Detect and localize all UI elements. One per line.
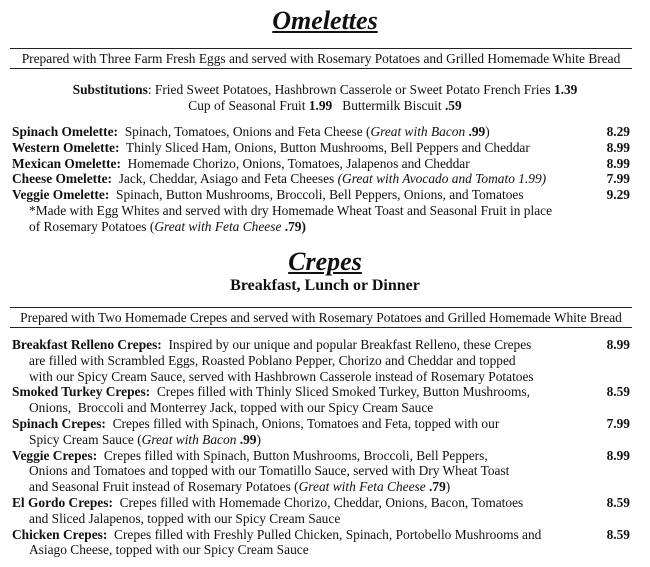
menu-item-text: (Great with Avocado and Tomato 1.99) bbox=[337, 171, 547, 187]
menu-item-line bbox=[12, 171, 630, 187]
menu-item-text: .99 bbox=[239, 431, 257, 447]
menu-item-text: ) bbox=[256, 431, 261, 447]
menu-item-line bbox=[12, 527, 630, 543]
crepes-subtitle: Breakfast, Lunch or Dinner bbox=[230, 277, 420, 294]
menu-item-line bbox=[12, 337, 630, 353]
menu-item-name: Spinach Crepes: bbox=[12, 415, 106, 431]
menu-item-name: Western Omelette: bbox=[12, 139, 120, 155]
menu-item-price: 7.99 bbox=[606, 171, 630, 187]
menu-item-text: of Rosemary Potatoes ( bbox=[29, 218, 155, 234]
menu-item-price: 8.59 bbox=[606, 384, 630, 400]
menu-item-price: 8.59 bbox=[606, 494, 630, 510]
menu-item-name: Cheese Omelette: bbox=[12, 171, 113, 187]
menu-item-text: Crepes filled with Thinly Sliced Smoked Turkey, Button Mushrooms, bbox=[150, 384, 530, 400]
menu-item-description-line bbox=[12, 369, 630, 385]
menu-item-text: .99 bbox=[468, 124, 486, 139]
menu-item-description-line bbox=[12, 463, 630, 479]
menu-item-text: and Sliced Jalapenos, topped with our Spicy Cream Sauce bbox=[29, 510, 341, 526]
menu-item-text: Spinach, Button Mushrooms, Broccoli, Bell Peppers, Onions, and Tomatoes bbox=[109, 187, 524, 203]
menu-item-line bbox=[12, 187, 630, 203]
menu-item-text: Asiago Cheese, topped with our Spicy Cream Sauce bbox=[29, 542, 309, 558]
menu-item bbox=[12, 384, 630, 416]
menu-item-name: Breakfast Relleno Crepes: bbox=[12, 337, 162, 352]
menu-item-text: Spinach, Tomatoes, Onions and Feta Cheese ( bbox=[118, 124, 371, 139]
menu-item-description-line bbox=[12, 479, 630, 495]
menu-item-text: Crepes filled with Spinach, Button Mushrooms, Broccoli, Bell Peppers, bbox=[97, 447, 488, 463]
menu-item-price: 8.99 bbox=[606, 139, 630, 155]
fruit-cup-text: Cup of Seasonal Fruit bbox=[188, 98, 309, 113]
menu-item-text: Homemade Chorizo, Onions, Tomatoes, Jalapenos and Cheddar bbox=[120, 155, 470, 171]
substitutions-text: : Fried Sweet Potatoes, Hashbrown Casserole or Sweet Potato French Fries bbox=[147, 82, 554, 97]
menu-item-text: and Seasonal Fruit instead of Rosemary Potatoes ( bbox=[29, 479, 299, 495]
menu-item-text: Thinly Sliced Ham, Onions, Button Mushrooms, Bell Peppers and Cheddar bbox=[119, 139, 530, 155]
menu-item-price: 9.29 bbox=[606, 187, 630, 203]
menu-item-line bbox=[12, 495, 630, 511]
menu-item-text: Onions, Broccoli and Monterrey Jack, topped with our Spicy Cream Sauce bbox=[29, 400, 434, 416]
menu-item-name: El Gordo Crepes: bbox=[12, 494, 113, 510]
menu-item-name: Smoked Turkey Crepes: bbox=[12, 384, 151, 400]
menu-item bbox=[12, 156, 630, 172]
menu-item-text: Jack, Cheddar, Asiago and Feta Cheeses bbox=[112, 171, 338, 187]
menu-item-price: 8.99 bbox=[606, 155, 630, 171]
menu-item-description-line bbox=[12, 400, 630, 416]
menu-item-text: Inspired by our unique and popular Breakfast Relleno, these Crepes bbox=[161, 337, 532, 352]
menu-item-description-line bbox=[12, 432, 630, 448]
fruit-cup-price: 1.99 bbox=[308, 98, 333, 113]
menu-item-description-line bbox=[12, 511, 630, 527]
omelette-list bbox=[12, 124, 630, 235]
menu-item-description-line bbox=[12, 542, 630, 558]
crepes-title: Crepes bbox=[288, 247, 362, 276]
biscuit-text: Buttermilk Biscuit bbox=[332, 98, 445, 113]
menu-item-line bbox=[12, 156, 630, 172]
menu-item-description-line bbox=[12, 219, 630, 235]
substitutions bbox=[0, 82, 650, 114]
menu-item bbox=[12, 527, 630, 559]
menu-item bbox=[12, 416, 630, 448]
menu-item-line bbox=[12, 416, 630, 432]
menu-item-line bbox=[12, 384, 630, 400]
menu-item-text: Onions and Tomatoes and topped with our Tomatillo Sauce, served with Dry Wheat Toast bbox=[29, 463, 510, 479]
menu-item bbox=[12, 495, 630, 527]
menu-item-price: 8.59 bbox=[606, 526, 630, 542]
crepes-preparation-band: Prepared with Two Homemade Crepes and served with Rosemary Potatoes and Grilled Homemade White Bread bbox=[10, 307, 632, 328]
menu-item-name: Veggie Omelette: bbox=[12, 187, 110, 203]
substitution-price: 1.39 bbox=[553, 82, 578, 97]
menu-item-text: Crepes filled with Homemade Chorizo, Cheddar, Onions, Bacon, Tomatoes bbox=[112, 494, 524, 510]
menu-item-description-line bbox=[12, 353, 630, 369]
menu-item-text: Spicy Cream Sauce ( bbox=[29, 431, 142, 447]
menu-item-line bbox=[12, 140, 630, 156]
menu-item-price: 8.99 bbox=[606, 447, 630, 463]
menu-item bbox=[12, 337, 630, 384]
substitutions-label: Substitutions bbox=[72, 82, 148, 97]
menu-item-text: Great with Bacon bbox=[370, 124, 469, 139]
menu-item-name: Spinach Omelette: bbox=[12, 124, 118, 139]
menu-item-text: Great with Bacon bbox=[141, 431, 240, 447]
menu-item-text: Crepes filled with Spinach, Onions, Tomatoes and Feta, topped with our bbox=[105, 415, 500, 431]
menu-item bbox=[12, 448, 630, 495]
menu-item-name: Veggie Crepes: bbox=[12, 447, 98, 463]
menu-item-text: are filled with Scrambled Eggs, Roasted Poblano Pepper, Chorizo and Cheddar and topped bbox=[29, 352, 516, 368]
menu-item-name: Chicken Crepes: bbox=[12, 526, 108, 542]
omelettes-preparation-band: Prepared with Three Farm Fresh Eggs and served with Rosemary Potatoes and Grilled Homemade White Bread bbox=[10, 48, 632, 69]
menu-item-price: 8.29 bbox=[606, 124, 630, 139]
menu-item-text: .79) bbox=[284, 218, 306, 234]
menu-item-line bbox=[12, 448, 630, 464]
menu-item-price: 8.99 bbox=[606, 337, 630, 352]
menu-item bbox=[12, 187, 630, 234]
biscuit-price: .59 bbox=[444, 98, 462, 113]
menu-item bbox=[12, 140, 630, 156]
menu-item-text: Crepes filled with Freshly Pulled Chicken, Spinach, Portobello Mushrooms and bbox=[107, 526, 542, 542]
menu-item-price: 7.99 bbox=[606, 415, 630, 431]
menu-item-line bbox=[12, 124, 630, 140]
menu-item-description-line bbox=[12, 203, 630, 219]
menu-item-text: Great with Feta Cheese bbox=[154, 218, 285, 234]
menu-item-text: with our Spicy Cream Sauce, served with Hashbrown Casserole instead of Rosemary Potatoes bbox=[29, 368, 534, 384]
menu-item-name: Mexican Omelette: bbox=[12, 155, 121, 171]
menu-item-text: Great with Feta Cheese bbox=[298, 479, 430, 495]
omelettes-title: Omelettes bbox=[272, 6, 378, 35]
menu-item bbox=[12, 124, 630, 140]
menu-item-text: .79 bbox=[429, 479, 446, 495]
menu-item-text: ) bbox=[445, 479, 451, 495]
menu-item-text: *Made with Egg Whites and served with dry Homemade Wheat Toast and Seasonal Fruit in place bbox=[29, 202, 553, 218]
menu-item bbox=[12, 171, 630, 187]
crepe-list bbox=[12, 337, 630, 558]
menu-item-text: ) bbox=[485, 124, 490, 139]
